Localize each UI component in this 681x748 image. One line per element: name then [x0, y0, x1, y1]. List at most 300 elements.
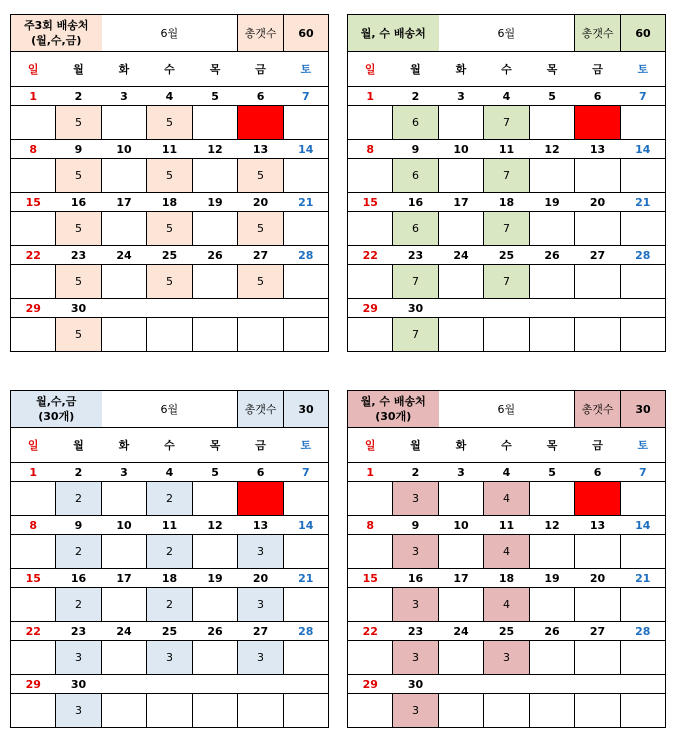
empty-cell — [11, 535, 56, 569]
day-number — [147, 299, 193, 318]
delivery-count-cell: 3 — [393, 535, 439, 569]
empty-cell — [621, 159, 666, 193]
day-number: 12 — [530, 516, 575, 535]
calendar-month: 6월 — [439, 391, 575, 428]
day-number: 16 — [56, 569, 102, 588]
day-number: 15 — [11, 193, 56, 212]
closed-day-cell — [575, 106, 621, 140]
day-number: 18 — [147, 569, 193, 588]
day-number: 4 — [484, 463, 530, 482]
day-number — [439, 299, 484, 318]
day-number: 28 — [284, 622, 329, 641]
day-number: 4 — [147, 463, 193, 482]
day-number: 3 — [439, 463, 484, 482]
day-number: 15 — [348, 569, 393, 588]
delivery-count-cell: 2 — [147, 588, 193, 622]
empty-cell — [102, 641, 147, 675]
day-number: 22 — [348, 246, 393, 265]
day-number: 14 — [284, 516, 329, 535]
empty-cell — [575, 212, 621, 246]
empty-cell — [530, 212, 575, 246]
day-number — [102, 675, 147, 694]
empty-cell — [102, 318, 147, 352]
day-number: 7 — [284, 87, 329, 106]
day-number: 29 — [11, 299, 56, 318]
empty-cell — [439, 588, 484, 622]
day-number: 19 — [193, 193, 238, 212]
total-count-label: 총갯수 — [238, 15, 284, 52]
day-number: 30 — [393, 299, 439, 318]
calendar-title-line: (30개) — [375, 410, 412, 423]
empty-cell — [102, 212, 147, 246]
empty-cell — [575, 694, 621, 728]
empty-cell — [193, 482, 238, 516]
empty-cell — [284, 482, 329, 516]
weekday-header: 수 — [147, 52, 193, 87]
day-number: 21 — [284, 193, 329, 212]
total-count-value: 30 — [284, 391, 329, 428]
weekday-header: 월 — [56, 428, 102, 463]
day-number — [621, 299, 666, 318]
empty-cell — [284, 694, 329, 728]
empty-cell — [621, 318, 666, 352]
delivery-count-cell: 5 — [56, 265, 102, 299]
weekday-header: 월 — [393, 428, 439, 463]
weekday-header: 토 — [284, 428, 329, 463]
day-number: 12 — [193, 516, 238, 535]
day-number: 9 — [56, 516, 102, 535]
empty-cell — [530, 318, 575, 352]
empty-cell — [484, 318, 530, 352]
total-count-value: 60 — [284, 15, 329, 52]
delivery-count-cell: 5 — [147, 106, 193, 140]
delivery-count-cell: 2 — [56, 482, 102, 516]
empty-cell — [11, 641, 56, 675]
empty-cell — [621, 106, 666, 140]
weekday-header: 수 — [147, 428, 193, 463]
day-number: 5 — [530, 463, 575, 482]
day-number: 4 — [147, 87, 193, 106]
day-number: 11 — [484, 516, 530, 535]
empty-cell — [439, 106, 484, 140]
empty-cell — [11, 212, 56, 246]
weekday-header: 화 — [102, 428, 147, 463]
empty-cell — [348, 482, 393, 516]
day-number: 3 — [439, 87, 484, 106]
calendar-month: 6월 — [102, 391, 238, 428]
empty-cell — [348, 106, 393, 140]
weekday-header: 일 — [11, 52, 56, 87]
day-number: 5 — [193, 87, 238, 106]
day-number: 2 — [56, 463, 102, 482]
delivery-count-cell: 7 — [484, 106, 530, 140]
day-number: 12 — [193, 140, 238, 159]
empty-cell — [284, 318, 329, 352]
delivery-count-cell: 5 — [147, 265, 193, 299]
delivery-count-cell: 5 — [56, 106, 102, 140]
day-number: 3 — [102, 87, 147, 106]
empty-cell — [621, 694, 666, 728]
empty-cell — [11, 318, 56, 352]
day-number: 15 — [11, 569, 56, 588]
empty-cell — [284, 265, 329, 299]
day-number: 17 — [102, 569, 147, 588]
day-number — [284, 675, 329, 694]
day-number: 26 — [193, 246, 238, 265]
weekday-header: 금 — [575, 428, 621, 463]
day-number: 10 — [102, 140, 147, 159]
delivery-count-cell: 3 — [393, 588, 439, 622]
empty-cell — [439, 535, 484, 569]
weekday-header: 목 — [193, 52, 238, 87]
day-number: 8 — [348, 140, 393, 159]
delivery-count-cell: 3 — [393, 641, 439, 675]
empty-cell — [348, 588, 393, 622]
empty-cell — [575, 588, 621, 622]
empty-cell — [530, 106, 575, 140]
day-number: 6 — [238, 463, 284, 482]
day-number: 20 — [238, 569, 284, 588]
day-number: 29 — [348, 299, 393, 318]
day-number: 11 — [147, 140, 193, 159]
empty-cell — [439, 159, 484, 193]
day-number — [238, 675, 284, 694]
weekday-header: 일 — [348, 52, 393, 87]
delivery-count-cell: 2 — [147, 535, 193, 569]
empty-cell — [193, 694, 238, 728]
empty-cell — [147, 694, 193, 728]
delivery-count-cell: 7 — [484, 212, 530, 246]
day-number — [439, 675, 484, 694]
closed-day-cell — [238, 482, 284, 516]
delivery-count-cell: 5 — [238, 265, 284, 299]
weekday-header: 목 — [530, 428, 575, 463]
day-number: 13 — [575, 516, 621, 535]
total-count-label: 총갯수 — [575, 15, 621, 52]
delivery-count-cell: 4 — [484, 535, 530, 569]
calendar-4 — [347, 390, 666, 728]
day-number: 24 — [439, 622, 484, 641]
delivery-count-cell: 5 — [147, 159, 193, 193]
day-number: 20 — [575, 569, 621, 588]
empty-cell — [193, 535, 238, 569]
day-number — [575, 299, 621, 318]
day-number: 6 — [575, 463, 621, 482]
empty-cell — [193, 265, 238, 299]
delivery-count-cell: 3 — [147, 641, 193, 675]
day-number: 13 — [575, 140, 621, 159]
empty-cell — [530, 159, 575, 193]
day-number — [284, 299, 329, 318]
day-number: 1 — [348, 463, 393, 482]
weekday-header: 화 — [102, 52, 147, 87]
weekday-header: 금 — [575, 52, 621, 87]
empty-cell — [102, 482, 147, 516]
delivery-count-cell: 2 — [147, 482, 193, 516]
day-number: 3 — [102, 463, 147, 482]
day-number: 10 — [102, 516, 147, 535]
calendar-1 — [10, 14, 329, 352]
empty-cell — [193, 588, 238, 622]
day-number: 8 — [11, 516, 56, 535]
day-number: 18 — [147, 193, 193, 212]
day-number: 26 — [530, 622, 575, 641]
day-number: 9 — [393, 516, 439, 535]
delivery-count-cell: 5 — [56, 318, 102, 352]
delivery-count-cell: 6 — [393, 106, 439, 140]
delivery-count-cell: 2 — [56, 588, 102, 622]
day-number: 23 — [56, 246, 102, 265]
day-number: 19 — [193, 569, 238, 588]
day-number: 18 — [484, 569, 530, 588]
empty-cell — [530, 588, 575, 622]
calendar-title-line: (30개) — [38, 410, 75, 423]
day-number: 28 — [621, 622, 666, 641]
total-count-value: 30 — [621, 391, 666, 428]
day-number: 22 — [11, 246, 56, 265]
weekday-header: 월 — [56, 52, 102, 87]
empty-cell — [575, 535, 621, 569]
day-number — [621, 675, 666, 694]
empty-cell — [439, 212, 484, 246]
day-number: 4 — [484, 87, 530, 106]
delivery-count-cell: 3 — [393, 694, 439, 728]
delivery-count-cell: 3 — [238, 535, 284, 569]
empty-cell — [11, 588, 56, 622]
empty-cell — [348, 694, 393, 728]
day-number: 20 — [575, 193, 621, 212]
empty-cell — [193, 318, 238, 352]
empty-cell — [575, 265, 621, 299]
day-number: 17 — [439, 569, 484, 588]
calendar-title — [348, 15, 439, 52]
day-number: 26 — [530, 246, 575, 265]
delivery-count-cell: 3 — [56, 641, 102, 675]
delivery-count-cell: 4 — [484, 588, 530, 622]
empty-cell — [284, 588, 329, 622]
total-count-label: 총갯수 — [238, 391, 284, 428]
day-number: 1 — [11, 87, 56, 106]
day-number: 30 — [56, 675, 102, 694]
empty-cell — [193, 641, 238, 675]
calendar-title-line: (월,수,금) — [31, 34, 82, 47]
day-number: 30 — [56, 299, 102, 318]
empty-cell — [11, 694, 56, 728]
weekday-header: 화 — [439, 428, 484, 463]
day-number: 20 — [238, 193, 284, 212]
day-number: 27 — [575, 246, 621, 265]
weekday-header: 토 — [621, 428, 666, 463]
day-number: 28 — [284, 246, 329, 265]
delivery-count-cell: 3 — [484, 641, 530, 675]
delivery-count-cell: 7 — [393, 265, 439, 299]
day-number: 19 — [530, 193, 575, 212]
empty-cell — [238, 318, 284, 352]
calendar-title-line: 월,수,금 — [36, 395, 77, 408]
day-number — [530, 675, 575, 694]
empty-cell — [102, 535, 147, 569]
day-number: 21 — [621, 193, 666, 212]
empty-cell — [530, 694, 575, 728]
day-number: 18 — [484, 193, 530, 212]
day-number: 10 — [439, 140, 484, 159]
day-number: 11 — [147, 516, 193, 535]
calendar-title-line: 월, 수 배송처 — [360, 395, 426, 408]
empty-cell — [348, 318, 393, 352]
day-number: 28 — [621, 246, 666, 265]
empty-cell — [439, 641, 484, 675]
day-number: 23 — [393, 246, 439, 265]
weekday-header: 화 — [439, 52, 484, 87]
empty-cell — [284, 159, 329, 193]
day-number: 16 — [393, 569, 439, 588]
empty-cell — [530, 641, 575, 675]
empty-cell — [530, 535, 575, 569]
empty-cell — [348, 212, 393, 246]
day-number: 7 — [621, 463, 666, 482]
day-number: 25 — [147, 622, 193, 641]
delivery-count-cell: 5 — [56, 212, 102, 246]
delivery-count-cell: 5 — [238, 159, 284, 193]
calendar-month: 6월 — [439, 15, 575, 52]
day-number: 10 — [439, 516, 484, 535]
day-number: 24 — [102, 622, 147, 641]
total-count-value: 60 — [621, 15, 666, 52]
delivery-count-cell: 3 — [238, 588, 284, 622]
day-number: 13 — [238, 516, 284, 535]
day-number — [102, 299, 147, 318]
weekday-header: 일 — [11, 428, 56, 463]
delivery-count-cell: 7 — [484, 159, 530, 193]
day-number — [530, 299, 575, 318]
day-number — [238, 299, 284, 318]
day-number — [147, 675, 193, 694]
empty-cell — [484, 694, 530, 728]
closed-day-cell — [575, 482, 621, 516]
day-number: 23 — [393, 622, 439, 641]
delivery-count-cell: 4 — [484, 482, 530, 516]
calendar-title — [348, 391, 439, 428]
delivery-count-cell: 3 — [56, 694, 102, 728]
day-number: 27 — [575, 622, 621, 641]
day-number: 17 — [102, 193, 147, 212]
empty-cell — [284, 535, 329, 569]
day-number: 14 — [621, 140, 666, 159]
calendar-title — [11, 15, 102, 52]
day-number: 2 — [393, 463, 439, 482]
delivery-count-cell: 2 — [56, 535, 102, 569]
weekday-header: 목 — [193, 428, 238, 463]
empty-cell — [193, 106, 238, 140]
delivery-count-cell: 5 — [147, 212, 193, 246]
day-number — [484, 299, 530, 318]
calendar-title-line: 주3회 배송처 — [23, 19, 89, 32]
day-number: 25 — [484, 246, 530, 265]
day-number: 25 — [484, 622, 530, 641]
empty-cell — [439, 318, 484, 352]
day-number: 29 — [11, 675, 56, 694]
calendar-2 — [347, 14, 666, 352]
day-number: 6 — [238, 87, 284, 106]
delivery-count-cell: 6 — [393, 212, 439, 246]
day-number: 6 — [575, 87, 621, 106]
day-number: 17 — [439, 193, 484, 212]
empty-cell — [193, 159, 238, 193]
empty-cell — [621, 641, 666, 675]
day-number: 7 — [621, 87, 666, 106]
weekday-header: 토 — [284, 52, 329, 87]
empty-cell — [102, 588, 147, 622]
calendar-title — [11, 391, 102, 428]
empty-cell — [102, 694, 147, 728]
day-number: 8 — [348, 516, 393, 535]
weekday-header: 금 — [238, 52, 284, 87]
closed-day-cell — [238, 106, 284, 140]
total-count-label: 총갯수 — [575, 391, 621, 428]
empty-cell — [102, 265, 147, 299]
empty-cell — [193, 212, 238, 246]
day-number: 7 — [284, 463, 329, 482]
day-number: 16 — [56, 193, 102, 212]
calendar-title-line: 월, 수 배송처 — [360, 26, 426, 40]
empty-cell — [621, 212, 666, 246]
empty-cell — [102, 159, 147, 193]
day-number: 29 — [348, 675, 393, 694]
empty-cell — [348, 535, 393, 569]
empty-cell — [575, 641, 621, 675]
day-number: 22 — [11, 622, 56, 641]
empty-cell — [11, 265, 56, 299]
delivery-count-cell: 3 — [393, 482, 439, 516]
empty-cell — [348, 641, 393, 675]
empty-cell — [621, 588, 666, 622]
empty-cell — [621, 265, 666, 299]
day-number: 14 — [284, 140, 329, 159]
day-number — [484, 675, 530, 694]
empty-cell — [102, 106, 147, 140]
calendar-3 — [10, 390, 329, 728]
empty-cell — [147, 318, 193, 352]
empty-cell — [11, 482, 56, 516]
day-number: 2 — [393, 87, 439, 106]
day-number: 12 — [530, 140, 575, 159]
day-number: 15 — [348, 193, 393, 212]
empty-cell — [284, 212, 329, 246]
calendar-month: 6월 — [102, 15, 238, 52]
day-number: 5 — [530, 87, 575, 106]
delivery-count-cell: 5 — [238, 212, 284, 246]
weekday-header: 금 — [238, 428, 284, 463]
day-number: 2 — [56, 87, 102, 106]
empty-cell — [530, 482, 575, 516]
day-number: 1 — [11, 463, 56, 482]
day-number: 21 — [621, 569, 666, 588]
empty-cell — [530, 265, 575, 299]
empty-cell — [11, 106, 56, 140]
empty-cell — [11, 159, 56, 193]
weekday-header: 토 — [621, 52, 666, 87]
empty-cell — [575, 159, 621, 193]
day-number: 14 — [621, 516, 666, 535]
empty-cell — [284, 106, 329, 140]
day-number: 1 — [348, 87, 393, 106]
day-number: 11 — [484, 140, 530, 159]
day-number: 16 — [393, 193, 439, 212]
day-number: 24 — [439, 246, 484, 265]
weekday-header: 수 — [484, 428, 530, 463]
day-number: 23 — [56, 622, 102, 641]
day-number: 9 — [56, 140, 102, 159]
